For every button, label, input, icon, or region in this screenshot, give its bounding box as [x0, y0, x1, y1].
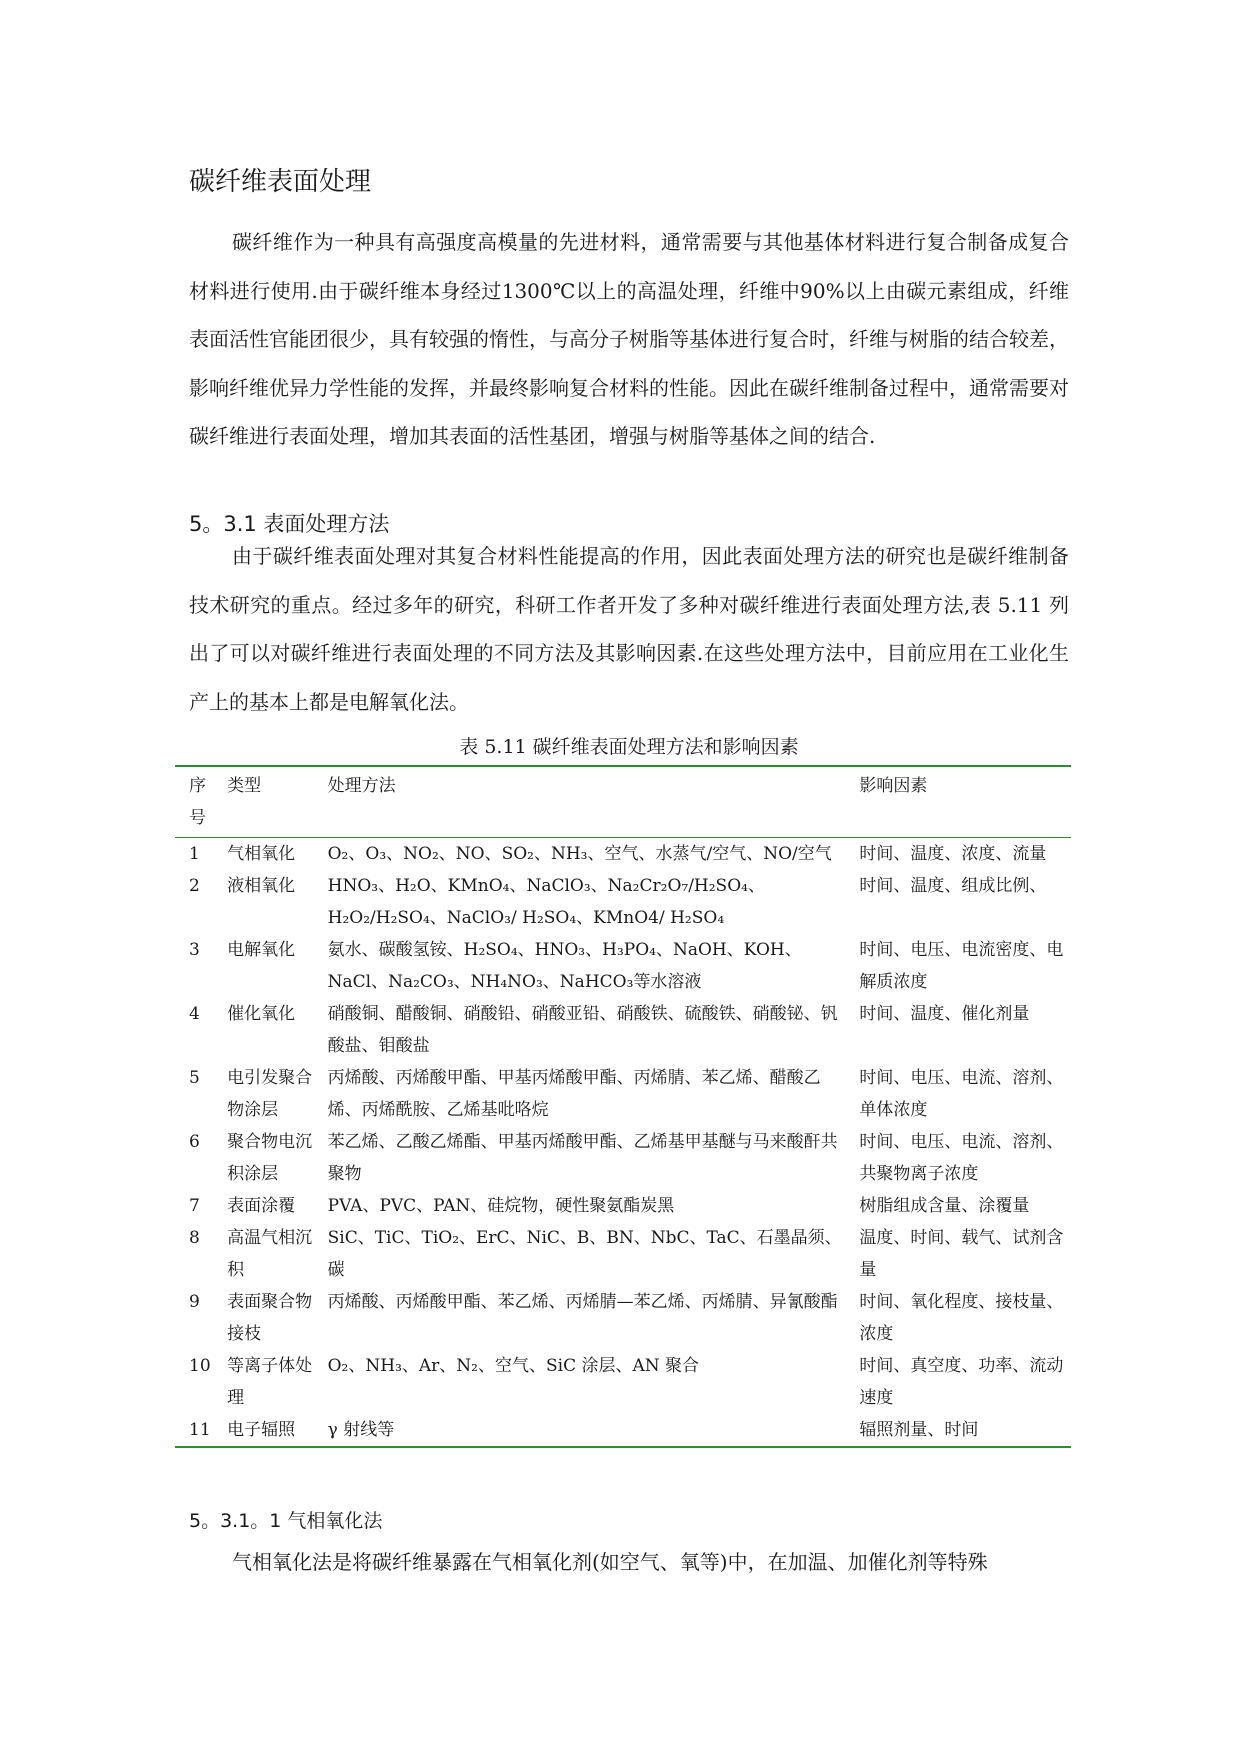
gas-phase-paragraph: 气相氧化法是将碳纤维暴露在气相氧化剂(如空气、氧等)中，在加温、加催化剂等特殊: [232, 1550, 988, 1574]
cell-method: 丙烯酸、丙烯酸甲酯、甲基丙烯酸甲酯、丙烯腈、苯乙烯、醋酸乙烯、丙烯酰胺、乙烯基吡咯烷: [327, 1068, 821, 1120]
cell-factors: 时间、温度、催化剂量: [859, 1004, 1030, 1024]
table-row: [175, 1222, 1071, 1286]
cell-method: O₂、NH₃、Ar、N₂、空气、SiC 涂层、AN 聚合: [327, 1356, 700, 1376]
cell-index: 7: [189, 1196, 200, 1216]
cell-type: 聚合物电沉积涂层: [227, 1132, 313, 1184]
header-method: 处理方法: [324, 766, 856, 838]
cell-type: 高温气相沉积: [227, 1228, 313, 1280]
cell-method: 丙烯酸、丙烯酸甲酯、苯乙烯、丙烯腈—苯乙烯、丙烯腈、异氰酸酯: [327, 1292, 838, 1312]
cell-index: 10: [189, 1356, 211, 1376]
cell-index: 11: [175, 1414, 223, 1447]
cell-method: PVA、PVC、PAN、硅烷物，硬性聚氨酯炭黑: [327, 1196, 675, 1216]
table-row: [175, 1126, 1071, 1190]
cell-factors: 时间、氧化程度、接枝量、浓度: [859, 1292, 1064, 1344]
cell-factors: 树脂组成含量、涂覆量: [859, 1196, 1030, 1216]
section-heading-gas-phase-oxidation: 5。3.1。1 气相氧化法: [189, 1510, 383, 1532]
cell-type: 等离子体处理: [227, 1356, 313, 1408]
cell-index: 5: [189, 1068, 200, 1088]
cell-index: 4: [189, 1004, 200, 1024]
cell-method: O₂、O₃、NO₂、NO、SO₂、NH₃、空气、水蒸气/空气、NO/空气: [327, 844, 832, 864]
cell-index: 9: [189, 1292, 200, 1312]
cell-type: 表面聚合物接枝: [227, 1292, 313, 1344]
cell-factors: 时间、真空度、功率、流动速度: [859, 1356, 1064, 1408]
cell-index: 1: [189, 844, 200, 864]
methods-paragraph: 由于碳纤维表面处理对其复合材料性能提高的作用，因此表面处理方法的研究也是碳纤维制备技术研究的重点。经过多年的研究，科研工作者开发了多种对碳纤维进行表面处理方法,表 5.11 列出了可以对碳纤维进行表面处理的不同方法及其影响因素.在这些处理方法中，目前应用在工业化生产上的基本上都是电解氧化法。: [189, 544, 1069, 714]
cell-method: γ 射线等: [324, 1414, 856, 1447]
header-factors: 影响因素: [855, 766, 1071, 838]
table-row: [175, 934, 1071, 998]
cell-type: 表面涂覆: [227, 1196, 296, 1216]
cell-method: HNO₃、H₂O、KMnO₄、NaClO₃、Na₂Cr₂O₇/H₂SO₄、H₂O₂/H₂SO₄、NaClO₃/ H₂SO₄、KMnO4/ H₂SO₄: [327, 876, 765, 928]
cell-index: 8: [189, 1228, 200, 1248]
cell-method: 硝酸铜、醋酸铜、硝酸铅、硝酸亚铅、硝酸铁、硫酸铁、硝酸铋、钒酸盐、钼酸盐: [327, 1004, 838, 1056]
cell-method: SiC、TiC、TiO₂、ErC、NiC、B、BN、NbC、TaC、石墨晶须、碳: [327, 1228, 842, 1280]
cell-factors: 时间、电压、电流、溶剂、共聚物离子浓度: [859, 1132, 1064, 1184]
table-row: [175, 1286, 1071, 1350]
table-header-row: [175, 766, 1071, 838]
cell-type: 液相氧化: [227, 876, 296, 896]
table-row: [175, 1414, 1071, 1447]
table-row: [175, 1062, 1071, 1126]
cell-factors: 时间、电压、电流密度、电解质浓度: [859, 940, 1064, 992]
cell-type: 催化氧化: [227, 1004, 296, 1024]
table-caption: 表 5.11 碳纤维表面处理方法和影响因素: [459, 736, 799, 758]
table-row: [175, 998, 1071, 1062]
cell-type: 电子辐照: [223, 1414, 323, 1447]
cell-factors: 时间、温度、浓度、流量: [859, 844, 1047, 864]
cell-factors: 温度、时间、载气、试剂含量: [859, 1228, 1064, 1280]
cell-type: 电解氧化: [227, 940, 296, 960]
cell-method: 苯乙烯、乙酸乙烯酯、甲基丙烯酸甲酯、乙烯基甲基醚与马来酸酐共聚物: [327, 1132, 838, 1184]
intro-paragraph: 碳纤维作为一种具有高强度高模量的先进材料，通常需要与其他基体材料进行复合制备成复合材料进行使用.由于碳纤维本身经过1300℃以上的高温处理，纤维中90%以上由碳元素组成，纤维表面活性官能团很少，具有较强的惰性，与高分子树脂等基体进行复合时，纤维与树脂的结合较差，影响纤维优异力学性能的发挥，并最终影响复合材料的性能。因此在碳纤维制备过程中，通常需要对碳纤维进行表面处理，增加其表面的活性基团，增强与树脂等基体之间的结合.: [189, 230, 1069, 448]
header-type: 类型: [223, 766, 323, 838]
page-title: 碳纤维表面处理: [189, 167, 372, 197]
section-heading-surface-treatment-methods: 5。3.1 表面处理方法: [189, 512, 390, 536]
cell-type: 气相氧化: [227, 844, 296, 864]
cell-method: 氨水、碳酸氢铵、H₂SO₄、HNO₃、H₃PO₄、NaOH、KOH、NaCl、Na₂CO₃、NH₄NO₃、NaHCO₃等水溶液: [327, 940, 802, 992]
table-row: [175, 870, 1071, 934]
cell-factors: 辐照剂量、时间: [855, 1414, 1071, 1447]
cell-index: 3: [189, 940, 200, 960]
cell-index: 2: [189, 876, 200, 896]
treatment-methods-table: [175, 765, 1071, 1448]
table-row: [175, 838, 1071, 871]
table-row: [175, 1190, 1071, 1222]
cell-factors: 时间、温度、组成比例、: [859, 876, 1047, 896]
cell-factors: 时间、电压、电流、溶剂、单体浓度: [859, 1068, 1064, 1120]
cell-type: 电引发聚合物涂层: [227, 1068, 313, 1120]
table-row: [175, 1350, 1071, 1414]
cell-index: 6: [189, 1132, 200, 1152]
header-index: 序号: [175, 766, 223, 838]
